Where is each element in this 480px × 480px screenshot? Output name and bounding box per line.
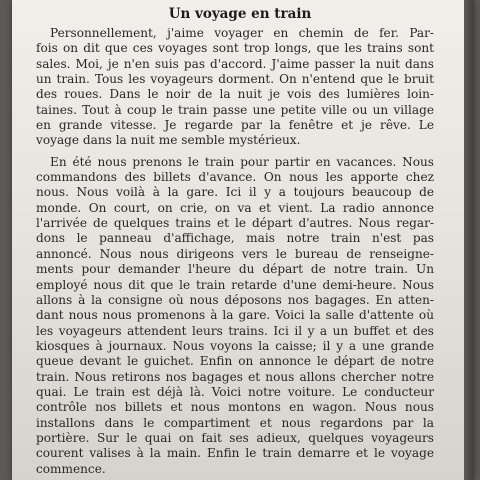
text-line: train. Nous retirons nos bagages et nous allons chercher notre <box>36 369 434 384</box>
text-line: des roues. Dans le noir de la nuit je vois des lumières loin- <box>36 87 434 102</box>
text-line: un train. Tous les voyageurs dorment. On n'entend que le bruit <box>36 72 434 87</box>
document-title: Un voyage en train <box>168 6 312 22</box>
document-body <box>36 26 434 477</box>
text-line: allons à la consigne où nous déposons nos bagages. En atten- <box>36 292 434 307</box>
text-line: en grande vitesse. Je regarde par la fenêtre et je rêve. Le <box>36 118 434 133</box>
text-line: fois on dit que ces voyages sont trop longs, que les trains sont <box>36 41 434 56</box>
page-edge-shadow <box>464 0 474 480</box>
text-line: voyage dans la nuit me semble mystérieux. <box>36 133 301 148</box>
text-line: annoncé. Nous nous dirigeons vers le bureau de renseigne- <box>36 246 434 261</box>
text-line: ments pour demander l'heure du départ de notre train. Un <box>36 262 434 277</box>
text-line: installons dans le compartiment et nous regardons par la <box>36 415 434 430</box>
text-line: kiosques à journaux. Nous voyons la caisse; il y a une grande <box>36 338 434 353</box>
text-line: monde. On court, on crie, on va et vient. La radio annonce <box>36 200 434 215</box>
text-line: quai. Le train est déjà là. Voici notre voiture. Le conducteur <box>36 384 434 399</box>
text-line: contrôle nos billets et nous montons en wagon. Nous nous <box>36 400 434 415</box>
text-line: nous. Nous voilà à la gare. Ici il y a toujours beaucoup de <box>36 185 434 200</box>
text-line: commandons des billets d'avance. On nous les apporte chez <box>36 170 434 185</box>
text-line: commence. <box>36 461 106 476</box>
text-line: sales. Moi, je n'en suis pas d'accord. J'aime passer la nuit dans <box>36 56 434 71</box>
text-line: l'arrivée de quelques trains et le départ d'autres. Nous regar- <box>36 216 434 231</box>
text-line: portière. Sur le quai on fait ses adieux, quelques voyageurs <box>36 430 434 445</box>
text-line: taines. Tout à coup le train passe une petite ville ou un village <box>36 102 434 117</box>
text-line: dons le panneau d'affichage, mais notre train n'est pas <box>36 231 434 246</box>
text-line: En été nous prenons le train pour partir en vacances. Nous <box>50 154 434 169</box>
text-line: les voyageurs attendent leurs trains. Ici il y a un buffet et des <box>36 323 434 338</box>
text-line: Personnellement, j'aime voyager en chemin de fer. Par- <box>50 26 434 40</box>
text-line: courent valises à la main. Enfin le train demarre et le voyage <box>36 446 434 461</box>
text-line: employé nous dit que le train retarde d'une demi-heure. Nous <box>36 277 434 292</box>
text-line: queue devant le guichet. Enfin on annonce le départ de notre <box>36 354 434 369</box>
text-line: dant nous nous promenons à la gare. Voici la salle d'attente où <box>36 308 434 323</box>
